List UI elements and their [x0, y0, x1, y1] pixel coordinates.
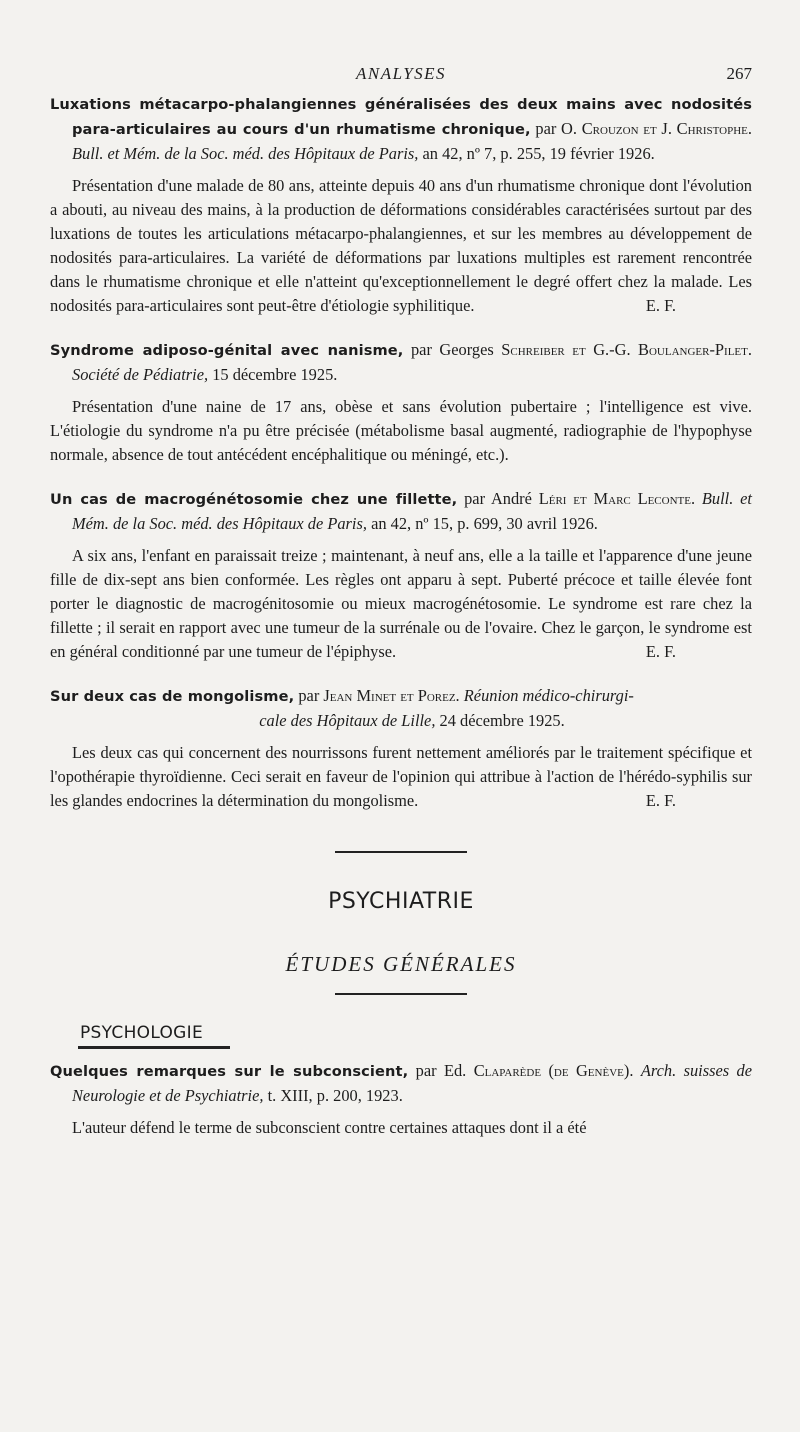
section-subtitle: ÉTUDES GÉNÉRALES	[285, 952, 517, 976]
article-source: Arch. suisses de Neurologie et de Psychiatrie,	[72, 1061, 752, 1105]
article-authors: Léri et Marc Leconte.	[538, 489, 696, 508]
article-heading	[50, 684, 752, 733]
article-source: Bull. et Mém. de la Soc. méd. des Hôpitaux de Paris,	[72, 489, 752, 533]
article-body	[50, 544, 752, 664]
article	[50, 338, 752, 467]
running-title: ANALYSES	[355, 64, 447, 83]
article-by: par	[298, 686, 320, 705]
article-body-text: A six ans, l'enfant en paraissait treize ; maintenant, à neuf ans, elle a la taille et l'apparence d'une jeune fille de dix-sept ans bien conformée. Les règles ont apparu à sept. Puberté précoce et taille élevée font porter le diagnostic de macrogénitosomie ou mieux macrogénétosomie. Le syndrome est rare chez la fillette ; il serait en rapport avec une tumeur de la surrénale ou de l'ovaire. Chez le garçon, le syndrome est en général conditionné par une tumeur de l'épiphyse.	[50, 546, 752, 661]
article	[50, 684, 752, 813]
article-body-text: Présentation d'une naine de 17 ans, obèse et sans évolution pubertaire ; l'intelligence est vive. L'étiologie du syndrome n'a pu être précisée (métabolisme basal augmenté, radiographie de l'hypophyse normale, absence de tout antécédent encéphalitique ou méningé, etc.).	[50, 397, 752, 464]
article-source: Réunion médico-chirurgi-	[463, 686, 634, 705]
article-title: Sur deux cas de mongolisme,	[50, 688, 295, 705]
article-title: Quelques remarques sur le subconscient,	[50, 1063, 409, 1080]
article-heading	[50, 487, 752, 536]
article-title: Syndrome adiposo-génital avec nanisme,	[50, 342, 404, 359]
article-title: Un cas de macrogénétosomie chez une fillette,	[50, 491, 458, 508]
article-details: 24 décembre 1925.	[439, 711, 565, 730]
article-heading	[50, 92, 752, 166]
article-source: Société de Pédiatrie,	[72, 365, 209, 384]
section-title: PSYCHIATRIE	[328, 889, 474, 914]
article-body	[50, 1116, 752, 1140]
article-body-text: Présentation d'une malade de 80 ans, atteinte depuis 40 ans d'un rhumatisme chronique dont l'évolution a abouti, au niveau des mains, à la production de déformations considérables caractérisées surtout par des luxations de toutes les articulations métacarpo-phalangiennes, et sur les membres au développement de nodosités para-articulaires. La variété de déformations par luxations multiples est rarement rencontrée dans le rhumatisme chronique et elle n'atteint qu'exceptionnellement le degré offert chez la malade. Les nodosités para-articulaires sont peut-être d'étiologie syphilitique.	[50, 176, 752, 315]
article-source-line2	[72, 709, 752, 733]
article-source-cont: cale des Hôpitaux de Lille,	[259, 711, 436, 730]
article-by: par André	[464, 489, 532, 508]
subsection-title: PSYCHOLOGIE	[80, 1023, 204, 1043]
page-number: 267	[726, 64, 752, 83]
running-head	[50, 64, 752, 92]
section-rule-top	[335, 851, 467, 853]
article-source: Bull. et Mém. de la Soc. méd. des Hôpitaux de Paris,	[72, 144, 419, 163]
article-authors: Schreiber et G.-G. Boulanger-Pilet.	[501, 340, 752, 359]
article-by: par Ed.	[415, 1061, 467, 1080]
article-details: 15 décembre 1925.	[212, 365, 338, 384]
article-body-text: Les deux cas qui concernent des nourrissons furent nettement améliorés par le traitement spécifique et l'opothérapie thyroïdienne. Ceci serait en faveur de l'opinion qui attribue à l'action de l'hérédo-syphilis sur les glandes endocrines la détermination du mongolisme.	[50, 743, 752, 810]
page	[50, 64, 752, 1160]
section-rule-bottom	[335, 993, 467, 995]
article-signature: E. F.	[645, 642, 676, 661]
article-heading	[50, 338, 752, 387]
article-signature: E. F.	[645, 296, 676, 315]
article-by: par O.	[535, 119, 577, 138]
article-title: Luxations métacarpo-phalangiennes généralisées des deux mains avec nodosités para-articulaires au cours d'un rhumatisme chronique,	[50, 96, 752, 138]
article	[50, 487, 752, 664]
article-authors: Crouzon et J. Christophe.	[581, 119, 752, 138]
article-by: par Georges	[410, 340, 494, 359]
article-details: an 42, nº 7, p. 255, 19 février 1926.	[422, 144, 655, 163]
article-authors: Claparède (de Genève).	[473, 1061, 634, 1080]
article-authors: Jean Minet et Porez.	[323, 686, 460, 705]
article-body	[50, 174, 752, 318]
article-body-text: L'auteur défend le terme de subconscient contre certaines attaques dont il a été	[72, 1118, 587, 1137]
article-heading	[50, 1059, 752, 1108]
article-details: t. XIII, p. 200, 1923.	[267, 1086, 403, 1105]
subsection-rule	[78, 1046, 230, 1049]
article	[50, 92, 752, 318]
article-body	[50, 395, 752, 467]
article	[50, 1059, 752, 1140]
article-body	[50, 741, 752, 813]
article-details: an 42, nº 15, p. 699, 30 avril 1926.	[371, 514, 598, 533]
article-signature: E. F.	[645, 791, 676, 810]
